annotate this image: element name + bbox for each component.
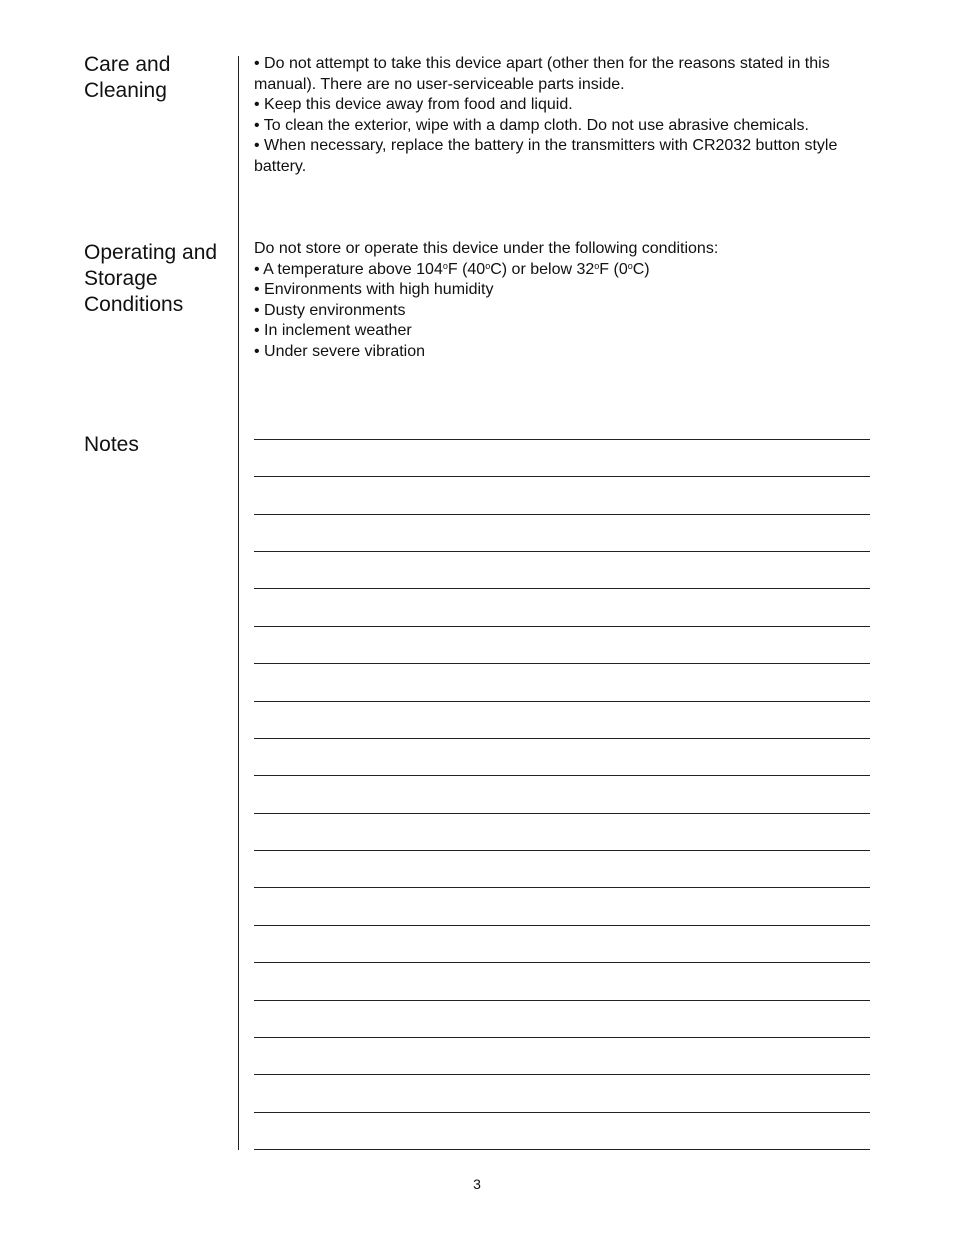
note-line [254, 1000, 870, 1001]
operating-bullet: • Environments with high humidity [254, 281, 494, 299]
temp-f1: F (40 [447, 260, 486, 278]
note-line [254, 962, 870, 963]
note-line [254, 663, 870, 664]
operating-bullet: • Under severe vibration [254, 342, 426, 360]
note-line [254, 775, 870, 776]
note-line [254, 514, 870, 515]
temp-f2: F (0 [599, 260, 628, 278]
note-line [254, 925, 870, 926]
degree-symbol: o [627, 260, 633, 271]
operating-storage-body [254, 239, 874, 363]
operating-heading-line2: Storage [84, 267, 158, 290]
note-line [254, 588, 870, 589]
operating-storage-heading [84, 240, 234, 318]
note-line [254, 701, 870, 702]
care-bullet: • When necessary, replace the battery in the transmitters with CR2032 button style battery. [254, 137, 838, 175]
operating-bullet: • Dusty environments [254, 301, 406, 319]
note-line [254, 626, 870, 627]
page-number: 3 [473, 1176, 481, 1192]
notes-heading [84, 432, 234, 458]
temp-prefix: • A temperature above 104 [254, 260, 443, 278]
operating-bullet: • In inclement weather [254, 322, 412, 340]
care-heading-line2: Cleaning [84, 79, 167, 102]
note-line [254, 439, 870, 440]
care-heading-line1: Care and [84, 53, 171, 76]
note-line [254, 887, 870, 888]
note-line [254, 1074, 870, 1075]
note-line [254, 1112, 870, 1113]
temp-c1: C) or below 32 [490, 260, 595, 278]
note-line [254, 1149, 870, 1150]
note-line [254, 738, 870, 739]
degree-symbol: o [442, 260, 448, 271]
note-line [254, 1037, 870, 1038]
note-line [254, 551, 870, 552]
temp-c2: C) [632, 260, 650, 278]
care-cleaning-body [254, 54, 874, 178]
care-cleaning-heading [84, 52, 234, 104]
degree-symbol: o [594, 260, 600, 271]
note-line [254, 476, 870, 477]
operating-intro: Do not store or operate this device under the following conditions: [254, 240, 719, 257]
care-bullet: • Keep this device away from food and liquid. [254, 96, 573, 114]
operating-heading-line1: Operating and [84, 241, 218, 264]
note-line [254, 813, 870, 814]
care-bullet: • Do not attempt to take this device apart (other then for the reasons stated in this manual). There are no user-serviceable parts inside. [254, 55, 830, 93]
degree-symbol: o [485, 260, 491, 271]
operating-temperature-bullet [254, 260, 874, 281]
care-bullet: • To clean the exterior, wipe with a damp cloth. Do not use abrasive chemicals. [254, 116, 809, 134]
note-line [254, 850, 870, 851]
notes-heading-text: Notes [84, 433, 139, 456]
column-divider [238, 56, 239, 1150]
operating-heading-line3: Conditions [84, 293, 184, 316]
